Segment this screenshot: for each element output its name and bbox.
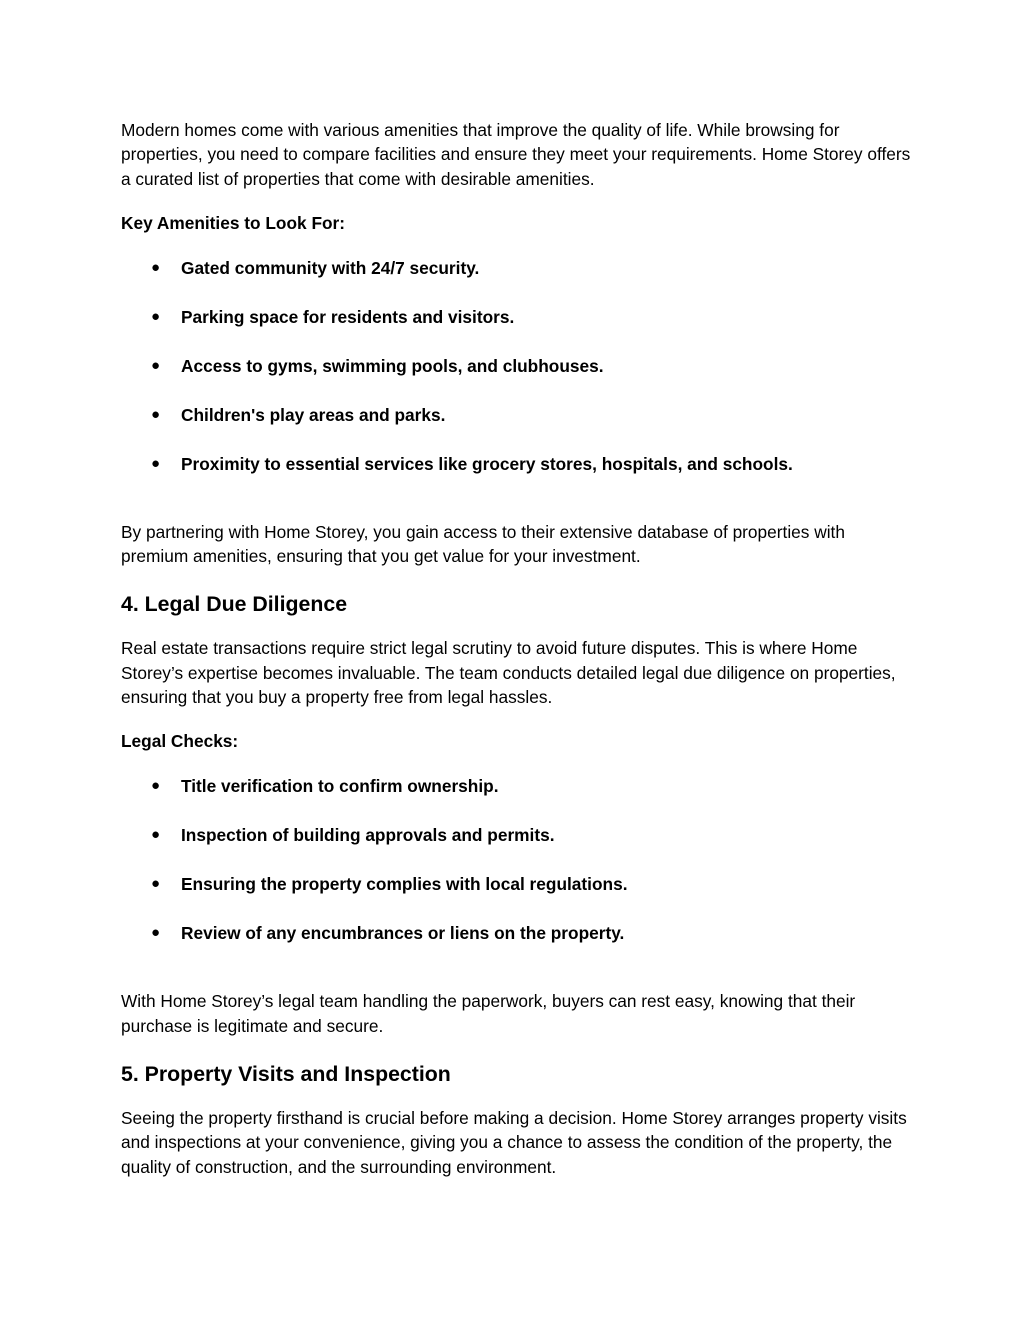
bullet-icon: ● [151,924,161,942]
document-page [121,118,911,1179]
visits-paragraph: Seeing the property firsthand is crucial before making a decision. Home Storey arranges property visits and inspections at your convenience, giving you a chance to assess the condition of the property, the quality of construction, and the surrounding environment. [121,1107,907,1177]
amenities-list [121,256,911,476]
list-item [121,403,911,427]
list-item-text: Parking space for residents and visitors. [181,306,515,327]
bullet-icon: ● [151,875,161,893]
list-item [121,305,911,329]
list-item [121,872,911,896]
intro-paragraph: Modern homes come with various amenities that improve the quality of life. While browsing for properties, you need to compare facilities and ensure they meet your requirements. Home Storey offers a curated list of properties that come with desirable amenities. [121,120,911,189]
bullet-icon: ● [151,826,161,844]
list-item-text: Access to gyms, swimming pools, and clubhouses. [181,355,604,376]
bullet-icon: ● [151,258,161,276]
list-item [121,921,911,945]
list-item-text: Children's play areas and parks. [181,404,446,425]
visits-heading: 5. Property Visits and Inspection [121,1061,451,1086]
bullet-icon: ● [151,454,161,472]
list-item-text: Title verification to confirm ownership. [181,776,499,797]
legal-checks-label: Legal Checks: [121,731,239,752]
list-item [121,354,911,378]
legal-checks-list [121,774,911,945]
legal-paragraph: Real estate transactions require strict legal scrutiny to avoid future disputes. This is where Home Storey’s expertise becomes invaluable. The team conducts detailed legal due diligence on properties, ensuring that you buy a property free from legal hassles. [121,638,896,708]
list-item [121,774,911,798]
amenities-closing-paragraph: By partnering with Home Storey, you gain access to their extensive database of properties with premium amenities, ensuring that you get value for your investment. [121,521,845,567]
bullet-icon: ● [151,356,161,374]
bullet-icon: ● [151,777,161,795]
list-item [121,256,911,280]
legal-closing-paragraph: With Home Storey’s legal team handling the paperwork, buyers can rest easy, knowing that their purchase is legitimate and secure. [121,991,856,1036]
list-item-text: Gated community with 24/7 security. [181,257,480,278]
list-item-text: Proximity to essential services like grocery stores, hospitals, and schools. [181,453,793,474]
bullet-icon: ● [151,307,161,325]
list-item [121,823,911,847]
list-item-text: Ensuring the property complies with local regulations. [181,874,628,895]
list-item [121,452,911,476]
bullet-icon: ● [151,405,161,423]
list-item-text: Review of any encumbrances or liens on the property. [181,923,625,944]
legal-heading: 4. Legal Due Diligence [121,592,348,617]
amenities-label: Key Amenities to Look For: [121,212,346,233]
list-item-text: Inspection of building approvals and permits. [181,825,555,846]
